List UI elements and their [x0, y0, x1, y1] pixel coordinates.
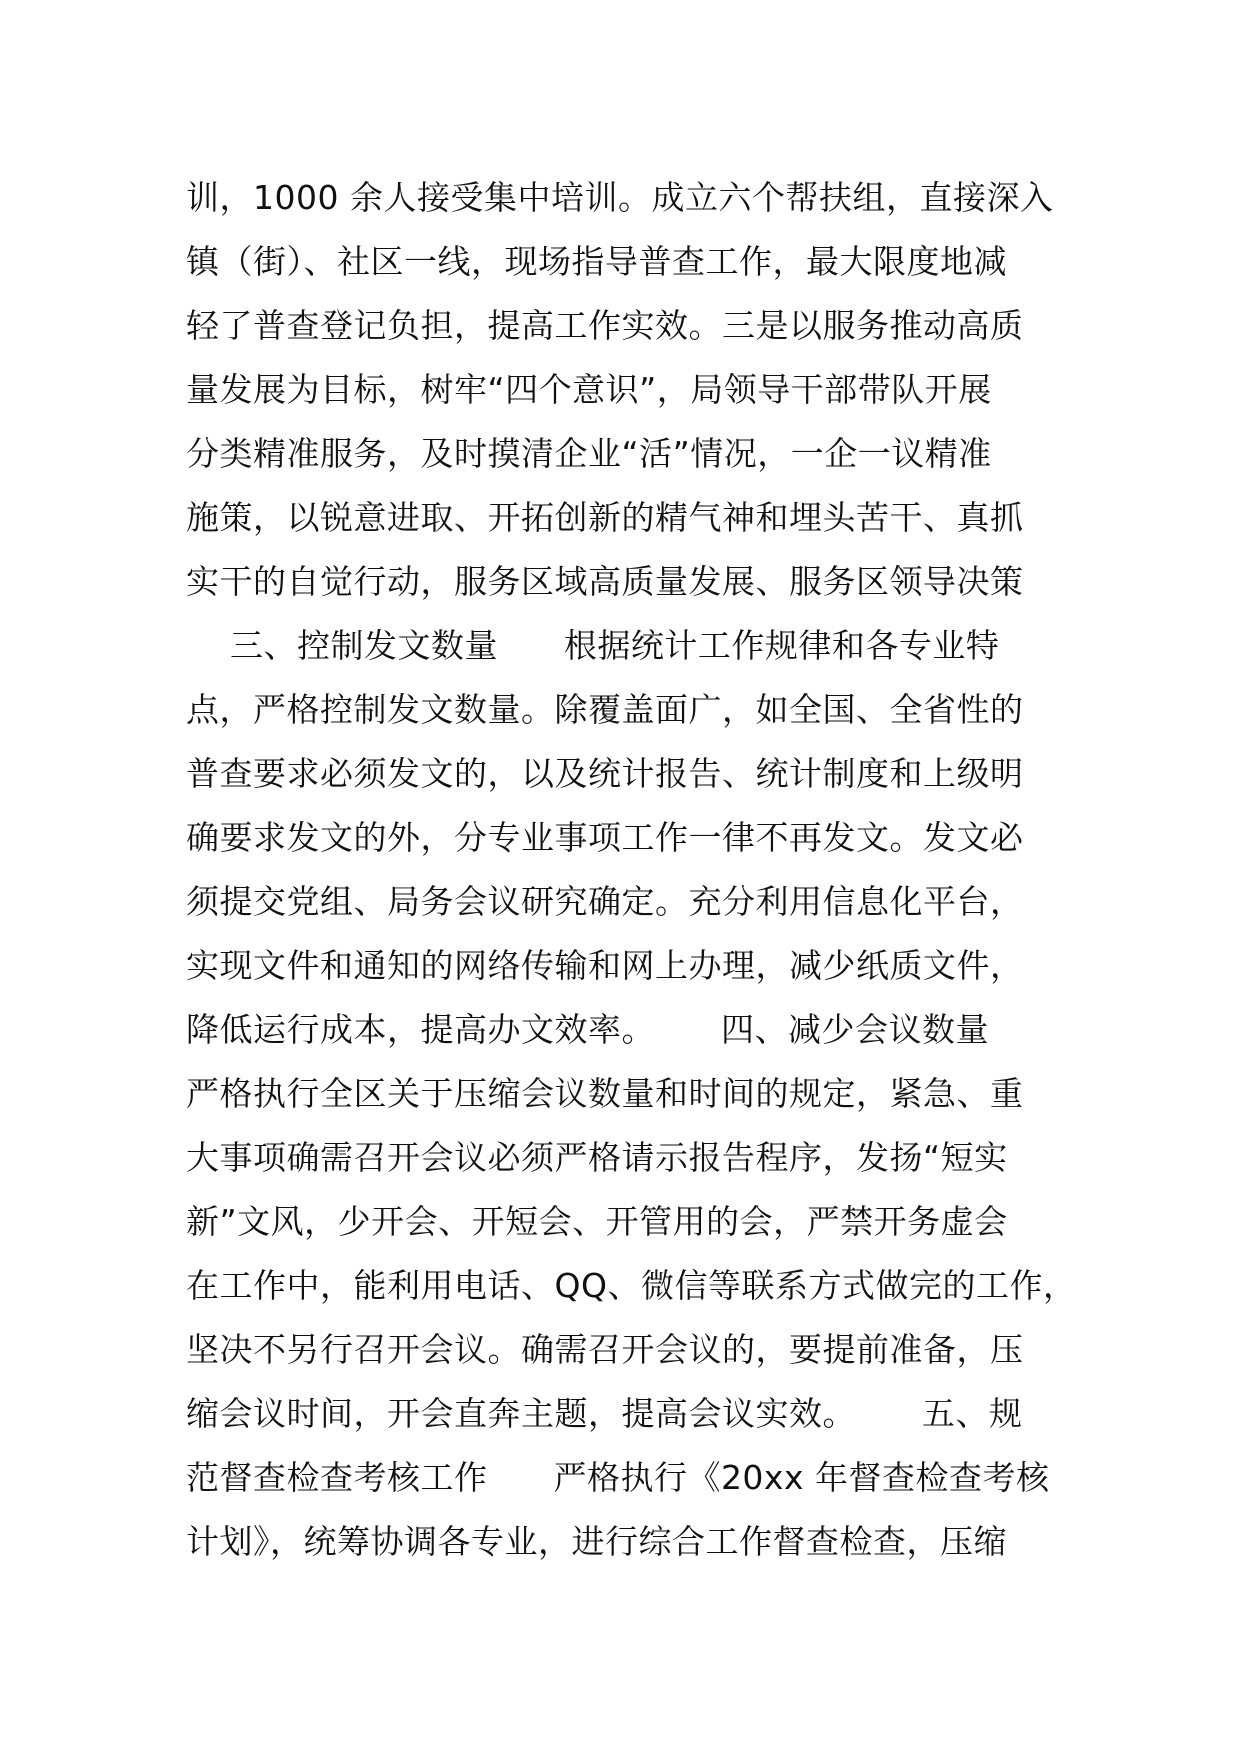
- text-line: 施策，以锐意进取、开拓创新的精气神和埋头苦干、真抓: [186, 498, 1024, 537]
- text-line: 范督查检查考核工作 严格执行《20xx 年督查检查考核: [186, 1458, 1050, 1497]
- text-line: 降低运行成本，提高办文效率。 四、减少会议数量: [186, 1010, 989, 1049]
- text-line: 缩会议时间，开会直奔主题，提高会议实效。 五、规: [186, 1394, 1023, 1433]
- text-line: 镇（街）、社区一线，现场指导普查工作，最大限度地减: [186, 242, 1007, 281]
- body-text: [186, 166, 1086, 1574]
- text-line: 在工作中，能利用电话、QQ、微信等联系方式做完的工作，: [186, 1266, 1077, 1305]
- text-line: 实现文件和通知的网络传输和网上办理，减少纸质文件，: [186, 946, 1024, 985]
- text-line: 严格执行全区关于压缩会议数量和时间的规定，紧急、重: [186, 1074, 1024, 1113]
- text-line: 量发展为目标，树牢“四个意识”，局领导干部带队开展: [186, 370, 992, 409]
- text-line: 坚决不另行召开会议。确需召开会议的，要提前准备，压: [186, 1330, 1024, 1369]
- text-line: 确要求发文的外，分专业事项工作一律不再发文。发文必: [186, 818, 1024, 857]
- text-line: 计划》，统筹协调各专业，进行综合工作督查检查，压缩: [186, 1522, 1007, 1561]
- text-line: 训，1000 余人接受集中培训。成立六个帮扶组，直接深入: [186, 178, 1054, 217]
- text-line: 新”文风，少开会、开短会、开管用的会，严禁开务虚会: [186, 1202, 1008, 1241]
- text-line: 分类精准服务，及时摸清企业“活”情况，一企一议精准: [186, 434, 992, 473]
- text-line: 实干的自觉行动，服务区域高质量发展、服务区领导决策: [186, 562, 1024, 601]
- text-line: 普查要求必须发文的，以及统计报告、统计制度和上级明: [186, 754, 1024, 793]
- text-line: 大事项确需召开会议必须严格请示报告程序，发扬“短实: [186, 1138, 1008, 1177]
- text-line: 轻了普查登记负担，提高工作实效。三是以服务推动高质: [186, 306, 1024, 345]
- text-line: 三、控制发文数量 根据统计工作规律和各专业特: [186, 626, 1000, 665]
- text-line: 须提交党组、局务会议研究确定。充分利用信息化平台，: [186, 882, 1024, 921]
- text-line: 点，严格控制发文数量。除覆盖面广，如全国、全省性的: [186, 690, 1024, 729]
